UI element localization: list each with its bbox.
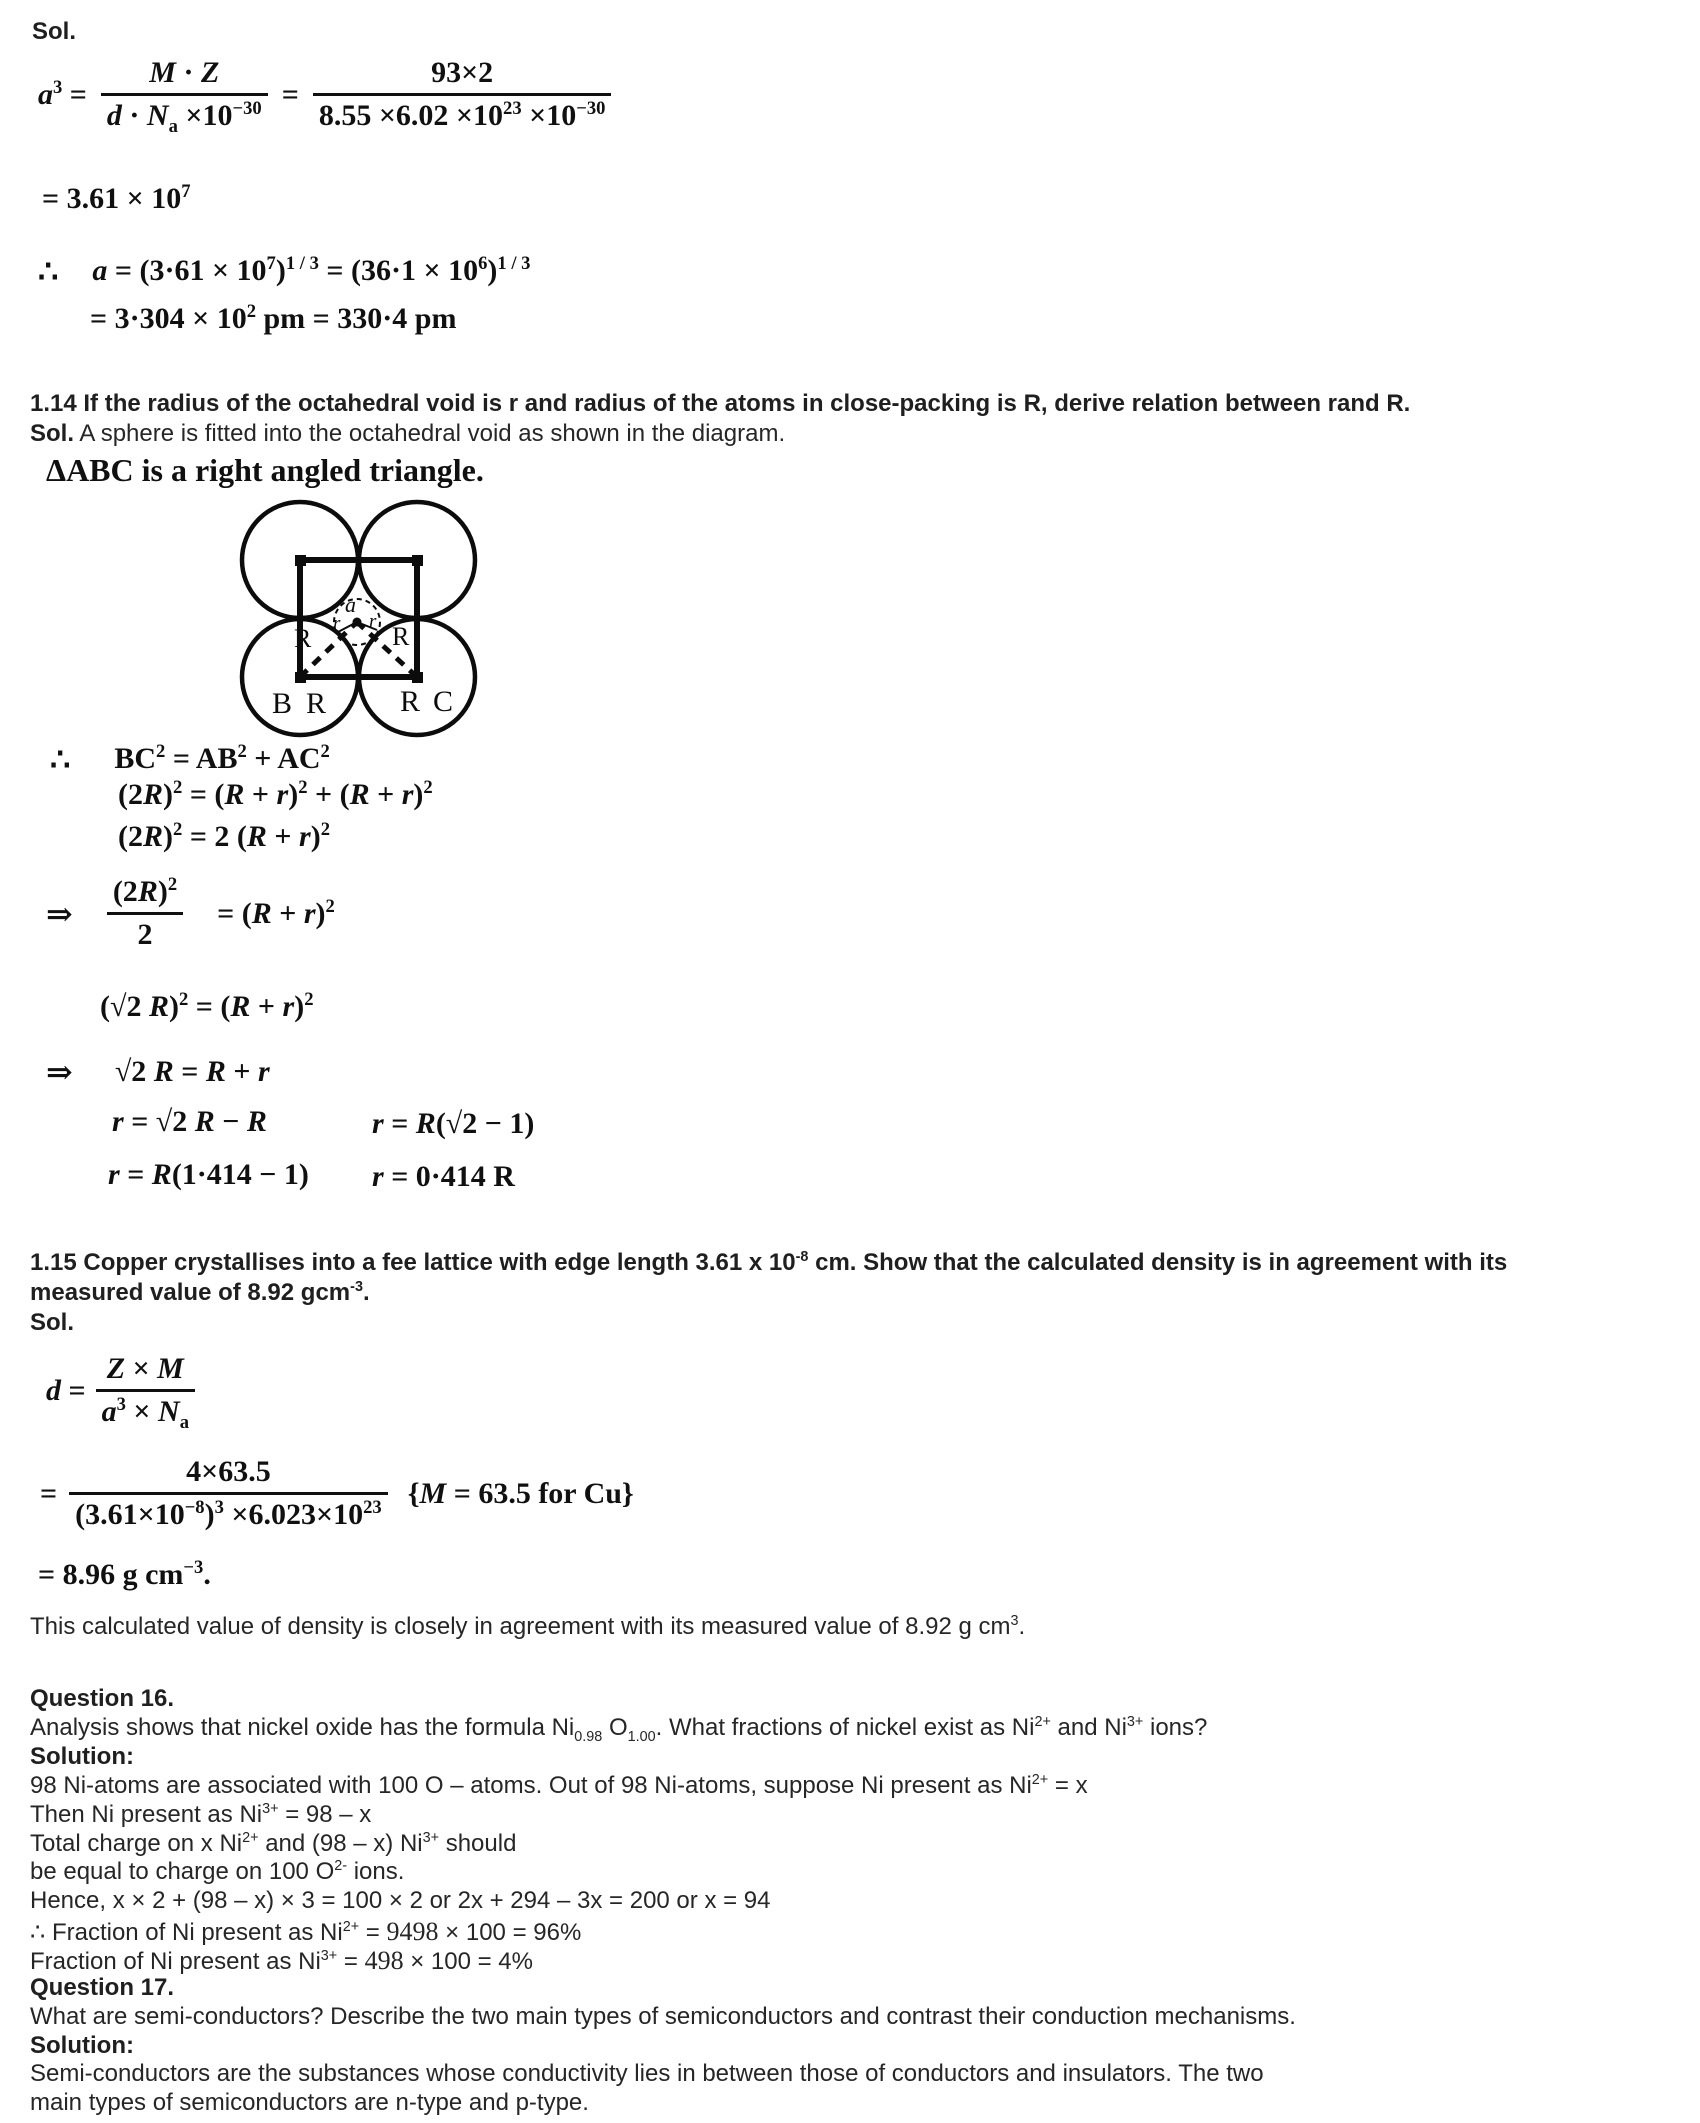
density-result: = 8.96 g $cm^{-3}$.	[38, 1557, 211, 1591]
q17-line: main types of semiconductors are n-type and p-type.	[30, 2089, 589, 2116]
label-r-right: r	[369, 611, 377, 632]
derivation-line-6	[46, 1053, 270, 1091]
fraction-rhs: = $(R + r)^2$	[217, 895, 335, 930]
derivation-line-1	[50, 740, 330, 778]
density-lhs: d =	[46, 1373, 86, 1407]
eq-a3-f2-den: $8.55 \times 6.02 \times 10^{23} \times 10^{-30}$	[318, 98, 606, 132]
substitution-den: $(3.61\times 10^{-8})^3 \times 6.023\times 10^{23}$	[75, 1497, 382, 1531]
implies-arrow: ⇒	[46, 1054, 73, 1090]
substitution-num: 4×63.5	[186, 1455, 271, 1488]
fraction-bar	[96, 1389, 195, 1392]
sol-label-q13: Sol.	[32, 18, 77, 45]
eq-a3-f1-den: $d \cdot N_a \times 10^{-30}$	[106, 98, 262, 137]
q16-line: be equal to charge on 100 $O^{2-}$ ions.	[30, 1858, 405, 1885]
fraction-bar	[69, 1492, 388, 1495]
derivation-line-8a: r = R(1·414 − 1)	[108, 1158, 309, 1191]
implies-arrow: ⇒	[46, 895, 73, 932]
eq-a3-result: = $3.61 \times 10^7$	[42, 181, 191, 215]
eq-a-final: = $3\cdot 304 \times 10^2$ pm = 330·4 pm	[90, 301, 457, 335]
eq-a-cuberoot-body: $a = (3\cdot 61 \times 10^7)^{1 / 3} = (36\cdot 1 \times 10^6)^{1 / 3}$	[92, 253, 531, 287]
eq-a3-equals: =	[281, 77, 299, 111]
q16-line: Hence, x × 2 + (98 – x) × 3 = 100 × 2 or 2x + 294 – 3x = 200 or x = 94	[30, 1887, 771, 1914]
label-B: B	[272, 687, 293, 720]
eq-a3-f2-num: 93×2	[431, 56, 494, 89]
label-R-right: R	[392, 622, 410, 651]
octahedral-void-diagram	[228, 492, 484, 748]
label-C: C	[433, 685, 454, 718]
molar-mass-note: {M = 63.5 for Cu}	[407, 1476, 634, 1510]
derivation-line-5: (√2 $R)^2 = (R + r)^2$	[100, 989, 314, 1023]
fraction-num: $(2R)^2$	[112, 874, 178, 908]
derivation-line-7b: r = R(√2 − 1)	[372, 1107, 535, 1140]
eq-a3-lhs: $a^3$ =	[38, 76, 87, 111]
fraction-bar	[101, 93, 268, 96]
sol-label-q15: Sol.	[30, 1309, 75, 1336]
label-R-bottom-right: R	[400, 685, 421, 718]
eq-a-cuberoot	[38, 252, 530, 290]
substitution-fraction	[69, 1455, 388, 1532]
q16-line: Then Ni present as $Ni^{3+} = 98 - x$	[30, 1801, 372, 1828]
therefore-symbol: ∴	[38, 253, 59, 289]
derivation-line-8b: r = 0·414 R	[372, 1160, 515, 1193]
question-17-solution-label: Solution:	[30, 2032, 134, 2059]
derivation-line-3: $(2R)^2 = 2$ $(R + r)^2$	[118, 819, 331, 853]
question-1-15-title-line1: 1.15 Copper crystallises into a fee lattice with edge length 3.61 x $10^{-8}$ cm. Show that the calculated density is in agreement with its	[30, 1249, 1508, 1276]
derivation-line-7a: r = √2 R − R	[112, 1105, 267, 1138]
density-closing-statement: This calculated value of density is closely in agreement with its measured value of 8.92 g $cm^3$.	[30, 1613, 1026, 1640]
equation-a3	[38, 56, 611, 137]
sqrt2R-line: √2 R = R + r	[114, 1055, 270, 1088]
q16-line: Total charge on x $Ni^{2+}$ and (98 – x) $Ni^{3+}$ should	[30, 1830, 517, 1857]
density-den: $a^3 \times N_a$	[101, 1394, 189, 1433]
label-a: a	[345, 592, 356, 617]
question-17-body: What are semi-conductors? Describe the two main types of semiconductors and contrast their conduction mechanisms.	[30, 2003, 1296, 2030]
density-formula	[46, 1352, 195, 1433]
question-16-body: Analysis shows that nickel oxide has the formula $Ni_{0.98}$ $O_{1.00}$. What fractions of nickel exist as $Ni^{2+}$ and $Ni^{3+}$ ions?	[30, 1714, 1208, 1745]
fraction-bar	[313, 93, 612, 96]
question-16-heading: Question 16.	[30, 1685, 175, 1712]
equals-sign: =	[40, 1476, 58, 1510]
question-1-14-title: 1.14 If the radius of the octahedral void is r and radius of the atoms in close-packing is R, derive relation between rand R.	[30, 390, 1411, 417]
fraction-den: 2	[137, 918, 153, 951]
density-substitution	[40, 1455, 634, 1532]
pythagoras-line: $BC^2 = AB^2 + AC^2$	[114, 741, 330, 775]
triangle-statement: ΔABC is a right angled triangle.	[46, 452, 484, 488]
q16-line: 98 Ni-atoms are associated with 100 O – atoms. Out of 98 Ni-atoms, suppose Ni present as $Ni^{2+} = x$	[30, 1772, 1088, 1799]
question-1-14-sol: Sol. A sphere is fitted into the octahedral void as shown in the diagram.	[30, 420, 786, 447]
therefore-symbol: ∴	[50, 741, 71, 777]
eq-a3-fraction1	[101, 56, 268, 137]
question-16-solution-label: Solution:	[30, 1743, 134, 1770]
label-r-left: r	[333, 613, 341, 634]
question-17-heading: Question 17.	[30, 1974, 175, 2001]
q16-line: ∴ Fraction of Ni present as $Ni^{2+} = 9498 \times 100 = 96\%$	[30, 1917, 582, 1946]
label-R-left: R	[294, 624, 312, 653]
eq-a3-f1-num: M · Z	[149, 56, 220, 89]
question-1-15-title-line2: measured value of 8.92 gcm$^{-3}$.	[30, 1279, 370, 1306]
q17-line: Semi-conductors are the substances whose conductivity lies in between those of conductors and insulators. The two	[30, 2060, 1264, 2087]
eq-a3-fraction2	[313, 56, 612, 133]
fraction-bar	[107, 912, 183, 915]
derivation-fraction-row	[46, 875, 335, 952]
derivation-line-2: $(2R)^2 = (R + r)^2 + (R + r)^2$	[118, 777, 433, 811]
density-num: Z × M	[106, 1352, 184, 1385]
density-fraction	[96, 1352, 195, 1433]
q16-line: Fraction of Ni present as $Ni^{3+} = 498 \times 100 = 4\%$	[30, 1946, 533, 1975]
fraction-2R-squared-over-2	[107, 875, 183, 952]
label-R-bottom-left: R	[306, 687, 327, 720]
